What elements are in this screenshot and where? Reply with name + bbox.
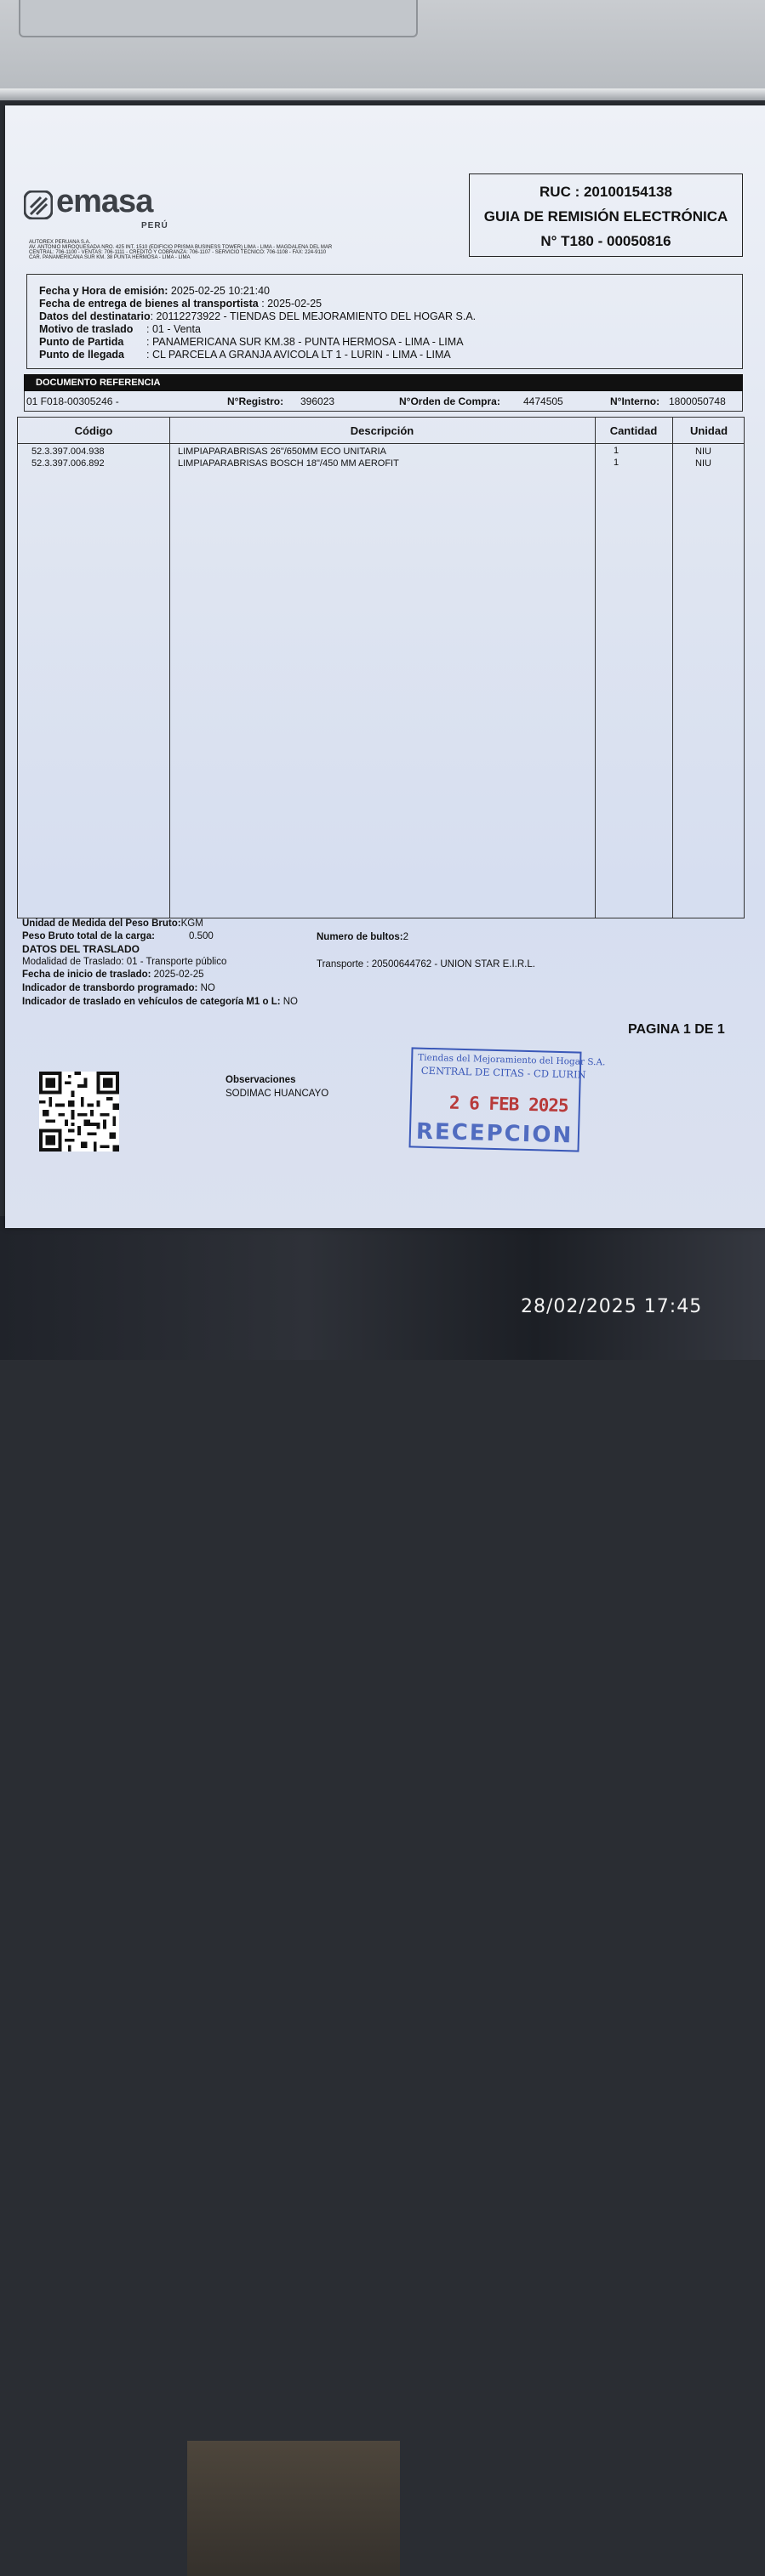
document-number: N° T180 - 00050816 bbox=[540, 233, 671, 249]
background-device bbox=[0, 0, 765, 100]
stamp-date: 2 6 FEB 2025 bbox=[448, 1092, 568, 1117]
row-codigo: 52.3.397.006.892 bbox=[31, 458, 105, 469]
info-reason bbox=[39, 323, 201, 335]
table-divider bbox=[672, 418, 673, 918]
photo-timestamp: 28/02/2025 17:45 bbox=[521, 1296, 703, 1317]
transfer-title: DATOS DEL TRASLADO bbox=[22, 943, 140, 955]
row-descripcion: LIMPIAPARABRISAS 26"/650MM ECO UNITARIA bbox=[178, 446, 386, 457]
row-codigo: 52.3.397.004.938 bbox=[31, 446, 105, 457]
device-slot bbox=[19, 0, 418, 37]
row-unidad: NIU bbox=[695, 446, 711, 457]
m1l-indicator bbox=[22, 997, 298, 1007]
row-cantidad: 1 bbox=[614, 446, 619, 456]
orden-label: N°Orden de Compra: bbox=[399, 395, 500, 407]
gross-weight-label: Peso Bruto total de la carga: bbox=[22, 931, 155, 941]
interno-value: 1800050748 bbox=[669, 395, 726, 407]
unit-weight-value: KGM bbox=[180, 918, 203, 929]
transfer-start bbox=[22, 970, 204, 980]
emission-label: Fecha y Hora de emisión: bbox=[39, 285, 168, 297]
info-recipient bbox=[39, 310, 476, 322]
transshipment-label: Indicador de transbordo programado: bbox=[22, 983, 198, 993]
doc-reference-number: 01 F018-00305246 - bbox=[26, 395, 119, 407]
m1l-value: NO bbox=[283, 997, 298, 1007]
page-number: PAGINA 1 DE 1 bbox=[628, 1022, 725, 1037]
observations-value: SODIMAC HUANCAYO bbox=[226, 1089, 329, 1099]
remission-guide-document bbox=[5, 105, 765, 1228]
recipient-label: Datos del destinatario bbox=[39, 310, 151, 322]
delivery-value: : 2025-02-25 bbox=[261, 298, 323, 310]
row-unidad: NIU bbox=[695, 458, 711, 469]
orden-value: 4474505 bbox=[523, 395, 563, 407]
registro-value: 396023 bbox=[300, 395, 335, 407]
origin-value: : PANAMERICANA SUR KM.38 - PUNTA HERMOSA - LIMA - LIMA bbox=[146, 336, 464, 348]
header-descripcion: Descripción bbox=[350, 424, 414, 437]
info-origin bbox=[39, 336, 464, 348]
stamp-reception: RECEPCION bbox=[415, 1118, 574, 1149]
doc-reference-row bbox=[24, 391, 743, 412]
interno-label: N°Interno: bbox=[610, 395, 660, 407]
qr-code-icon bbox=[39, 1072, 119, 1152]
transshipment-value: NO bbox=[200, 983, 215, 993]
transfer-mode: Modalidad de Traslado: 01 - Transporte público bbox=[22, 957, 227, 967]
info-delivery bbox=[39, 298, 322, 310]
table-divider bbox=[169, 418, 170, 918]
device-edge bbox=[0, 88, 765, 100]
reason-label: Motivo de traslado bbox=[39, 323, 134, 335]
observations-label: Observaciones bbox=[226, 1075, 296, 1085]
transfer-start-value: 2025-02-25 bbox=[153, 970, 204, 980]
destination-label: Punto de llegada bbox=[39, 349, 125, 361]
transshipment-indicator bbox=[22, 983, 215, 993]
company-name: AUTOREX PERUANA S.A. bbox=[29, 240, 91, 245]
ruc-number: RUC : 20100154138 bbox=[539, 184, 672, 200]
shipment-info-box bbox=[26, 274, 743, 369]
emasa-logo-icon bbox=[24, 190, 53, 219]
ruc-box bbox=[469, 173, 743, 257]
doc-reference-title: DOCUMENTO REFERENCIA bbox=[24, 374, 743, 391]
background-wood bbox=[187, 2441, 400, 2576]
unit-weight-label: Unidad de Medida del Peso Bruto: bbox=[22, 918, 181, 929]
m1l-label: Indicador de traslado en vehículos de categoría M1 o L: bbox=[22, 997, 281, 1007]
document-type: GUIA DE REMISIÓN ELECTRÓNICA bbox=[483, 208, 728, 225]
company-address: AV. ANTONIO MIROQUESADA NRO. 425 INT. 1510 (EDIFICIO PRISMA BUSINESS TOWER) LIMA - LIMA - MAGDALENA DEL MAR bbox=[29, 245, 333, 250]
emission-value: 2025-02-25 10:21:40 bbox=[170, 285, 270, 297]
table-header-divider bbox=[18, 443, 744, 444]
reception-stamp bbox=[408, 1047, 606, 1152]
reason-value: : 01 - Venta bbox=[146, 323, 201, 335]
company-phones: CENTRAL: 706-1100 - VENTAS: 706-1111 - CREDITO Y COBRANZA: 706-1107 - SERVICIO TECNICO: 706-1108 - FAX: 224-9110 bbox=[29, 250, 327, 255]
company-branch: CAR. PANAMERICANA SUR KM. 38 PUNTA HERMOSA - LIMA - LIMA bbox=[29, 255, 191, 260]
background-table bbox=[0, 1216, 765, 1360]
destination-value: : CL PARCELA A GRANJA AVICOLA LT 1 - LURIN - LIMA - LIMA bbox=[146, 349, 451, 361]
stamp-center: CENTRAL DE CITAS - CD LURIN bbox=[420, 1064, 586, 1081]
gross-weight-value: 0.500 bbox=[189, 931, 214, 941]
transport-carrier: Transporte : 20500644762 - UNION STAR E.I.R.L. bbox=[317, 959, 535, 970]
packages-count bbox=[317, 932, 408, 942]
company-details bbox=[29, 240, 429, 260]
gross-weight bbox=[22, 931, 214, 941]
row-descripcion: LIMPIAPARABRISAS BOSCH 18"/450 MM AEROFIT bbox=[178, 458, 399, 469]
header-unidad: Unidad bbox=[689, 424, 728, 437]
info-destination bbox=[39, 349, 451, 361]
items-table bbox=[17, 417, 745, 918]
origin-label: Punto de Partida bbox=[39, 336, 124, 348]
logo-country: PERÚ bbox=[141, 221, 168, 230]
unit-weight bbox=[22, 918, 203, 929]
header-codigo: Código bbox=[74, 424, 113, 437]
row-cantidad: 1 bbox=[614, 458, 619, 468]
info-emission bbox=[39, 285, 270, 297]
registro-label: N°Registro: bbox=[227, 395, 284, 407]
header-cantidad: Cantidad bbox=[609, 424, 658, 437]
logo-brand: emasa bbox=[56, 184, 153, 219]
delivery-label: Fecha de entrega de bienes al transportista bbox=[39, 298, 259, 310]
packages-label: Numero de bultos: bbox=[317, 932, 403, 942]
recipient-value: : 20112273922 - TIENDAS DEL MEJORAMIENTO DEL HOGAR S.A. bbox=[150, 310, 477, 322]
stamp-company: Tiendas del Mejoramiento del Hogar S.A. bbox=[418, 1052, 606, 1068]
packages-value: 2 bbox=[402, 932, 408, 942]
table-divider bbox=[595, 418, 596, 918]
transfer-start-label: Fecha de inicio de traslado: bbox=[22, 970, 151, 980]
